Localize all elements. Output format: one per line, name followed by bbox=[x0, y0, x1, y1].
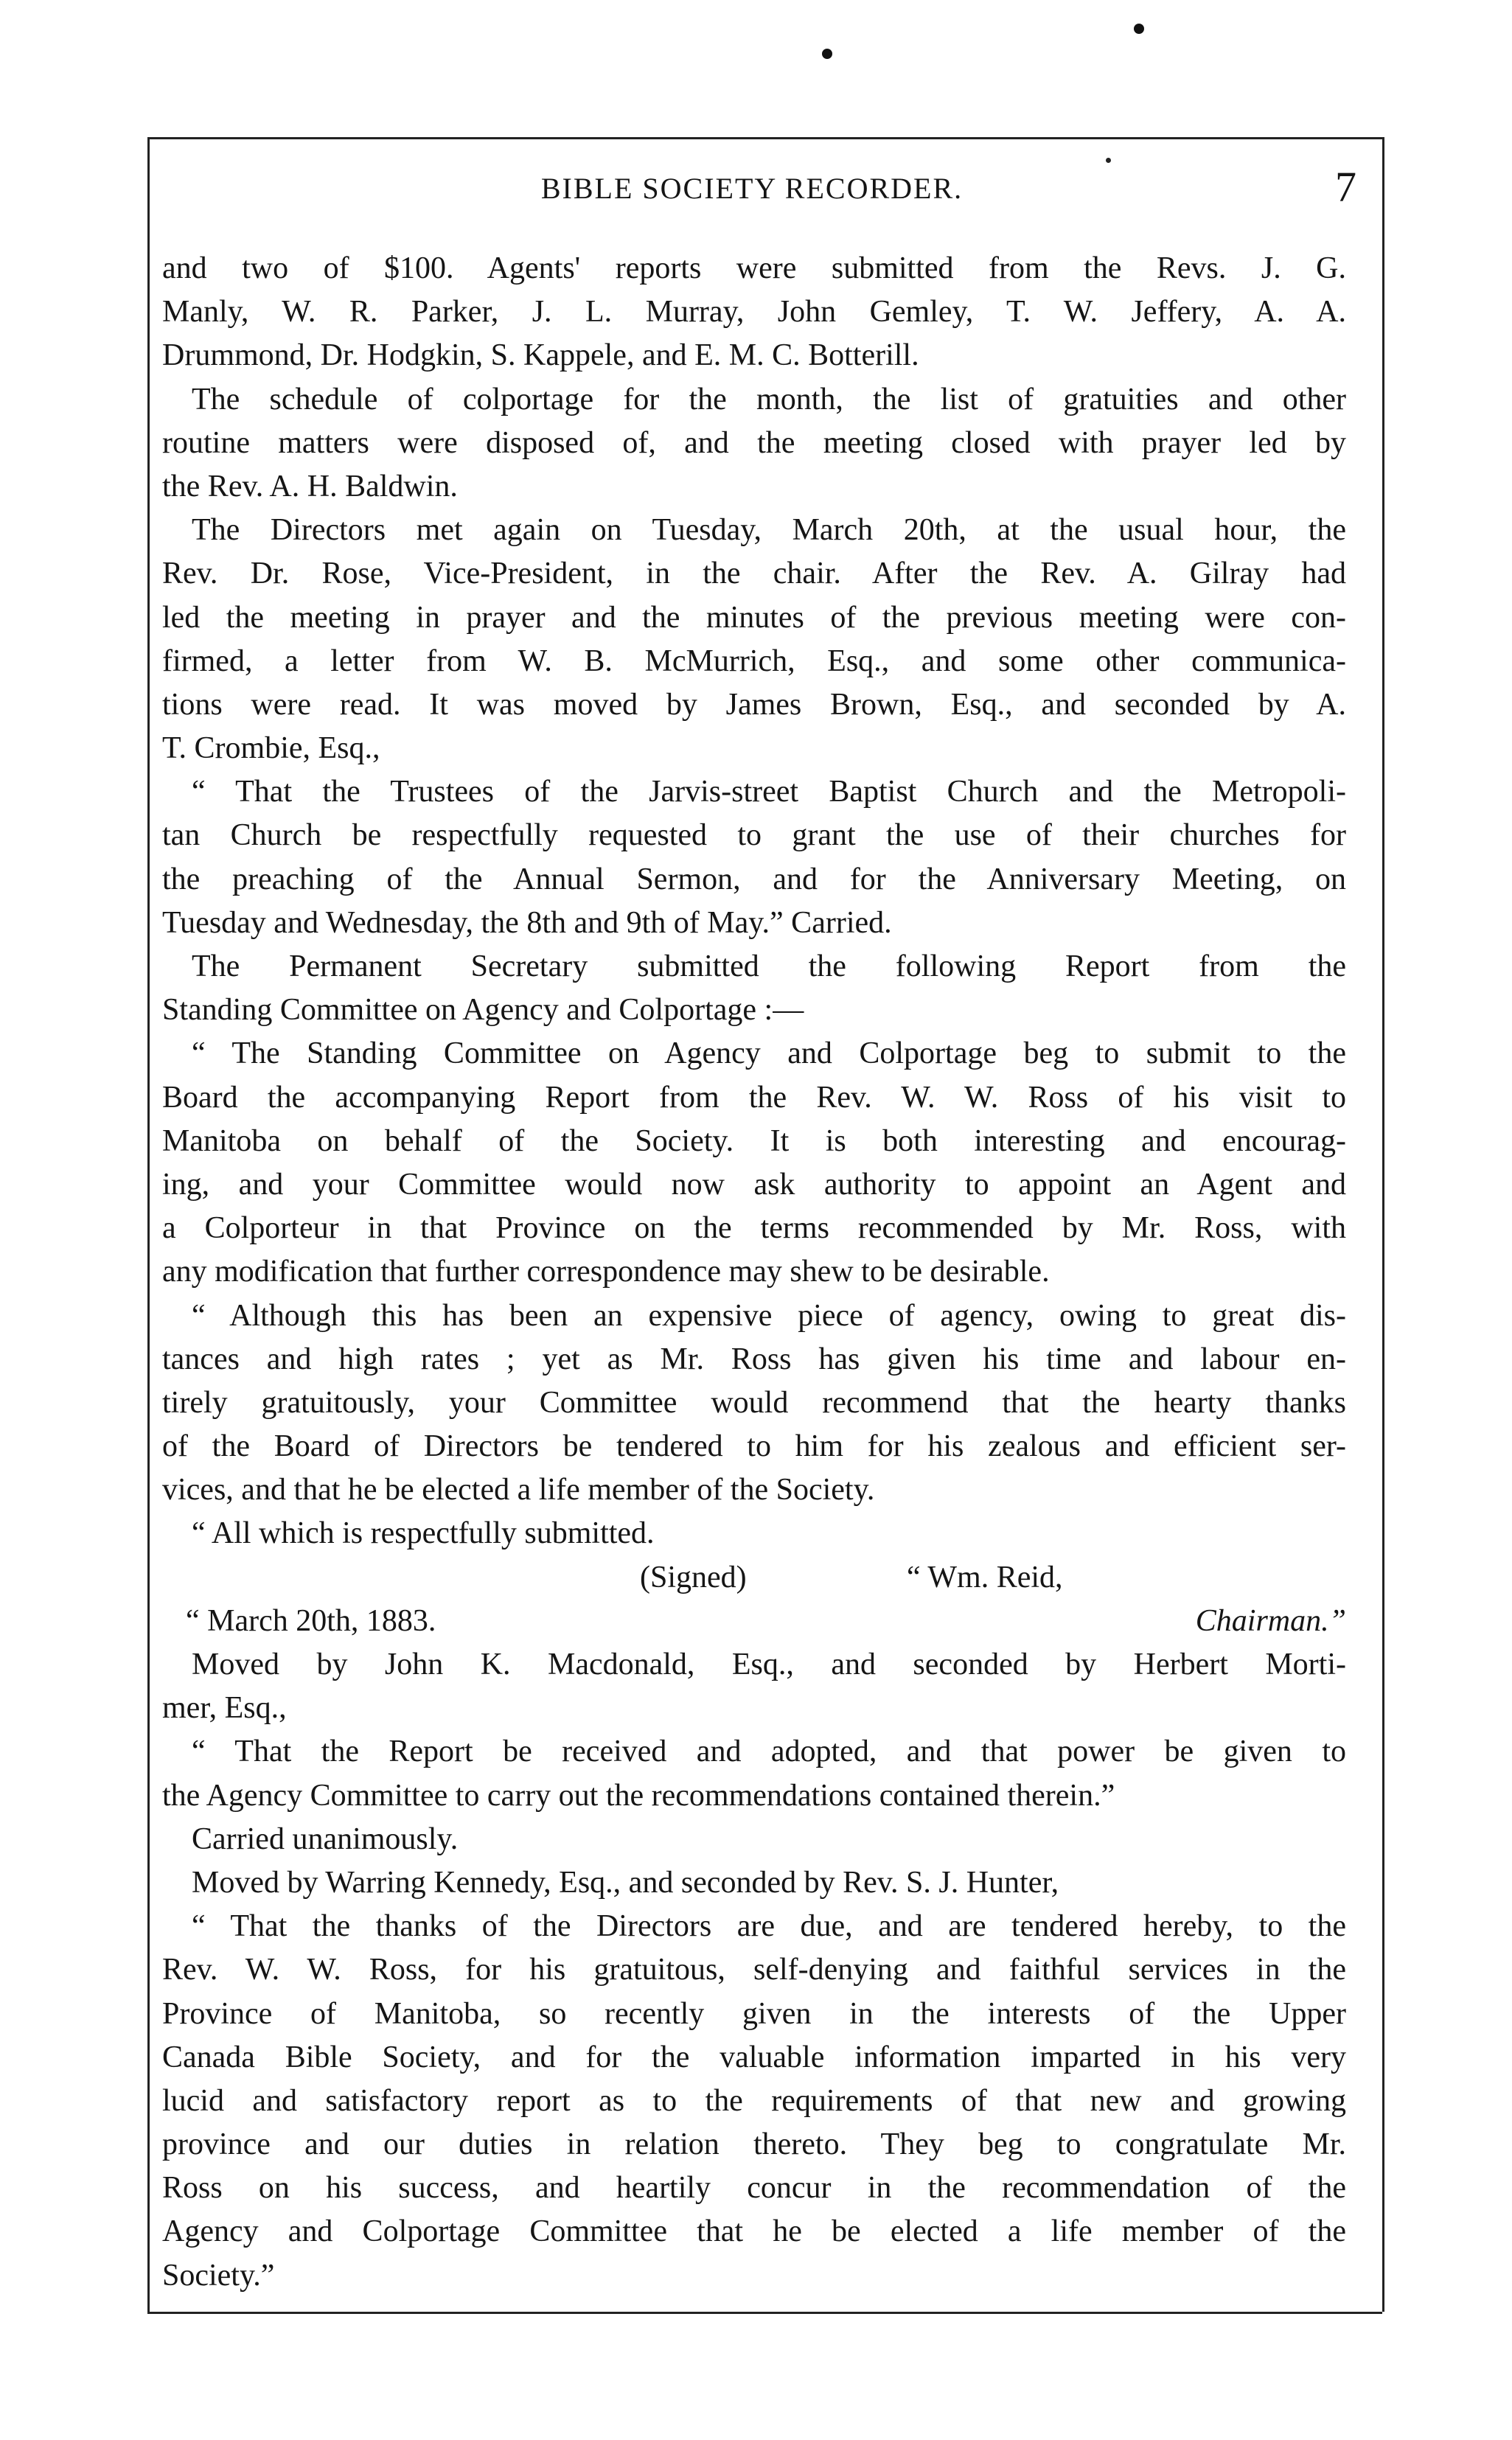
scan-speck bbox=[1134, 24, 1144, 34]
text-line: vices, and that he be elected a life member of the Society. bbox=[162, 1473, 875, 1507]
text-line: Ross on his success, and heartily concur in the recommendation of the bbox=[162, 2171, 1346, 2206]
text-line: Society.” bbox=[162, 2258, 275, 2293]
article-before-signature bbox=[162, 247, 1346, 1556]
paragraph bbox=[162, 770, 1346, 945]
signatory-role: Chairman.” bbox=[1195, 1603, 1346, 1638]
report-date: “ March 20th, 1883. bbox=[186, 1603, 436, 1638]
text-line: The schedule of colportage for the month, the list of gratuities and other bbox=[192, 382, 1346, 416]
text-line: and two of $100. Agents' reports were submitted from the Revs. J. G. bbox=[162, 251, 1346, 285]
paragraph bbox=[162, 509, 1346, 770]
text-line: “ That the Report be received and adopted, and that power be given to bbox=[192, 1735, 1346, 1769]
paragraph bbox=[162, 1905, 1346, 2298]
text-line: a Colporteur in that Province on the terms recommended by Mr. Ross, with bbox=[162, 1211, 1346, 1246]
text-line: Tuesday and Wednesday, the 8th and 9th of May.” Carried. bbox=[162, 905, 892, 940]
paragraph bbox=[162, 1643, 1346, 1730]
text-line: lucid and satisfactory report as to the requirements of that new and growing bbox=[162, 2083, 1346, 2118]
paragraph bbox=[162, 945, 1346, 1032]
running-title: BIBLE SOCIETY RECORDER. bbox=[540, 172, 964, 205]
text-line: the Rev. A. H. Baldwin. bbox=[162, 469, 458, 503]
page-number: 7 bbox=[1335, 163, 1356, 211]
text-line: Moved by Warring Kennedy, Esq., and seconded by Rev. S. J. Hunter, bbox=[192, 1865, 1059, 1900]
text-line: the preaching of the Annual Sermon, and for the Anniversary Meeting, on bbox=[162, 862, 1346, 896]
paragraph bbox=[162, 378, 1346, 509]
text-line: Rev. Dr. Rose, Vice-President, in the chair. After the Rev. A. Gilray had bbox=[162, 557, 1346, 591]
text-line: “ That the thanks of the Directors are due, and are tendered hereby, to the bbox=[192, 1909, 1346, 1944]
paragraph bbox=[162, 1861, 1346, 1905]
article-after-signature bbox=[162, 1643, 1346, 2298]
signatory-name: “ Wm. Reid, bbox=[907, 1560, 1063, 1594]
top-rule bbox=[147, 137, 1382, 139]
paragraph bbox=[162, 1294, 1346, 1513]
paragraph bbox=[162, 1512, 1346, 1555]
paragraph bbox=[162, 1032, 1346, 1294]
running-header bbox=[147, 165, 1356, 217]
text-line: The Directors met again on Tuesday, March 20th, at the usual hour, the bbox=[192, 513, 1346, 548]
text-line: Board the accompanying Report from the Rev. W. W. Ross of his visit to bbox=[162, 1080, 1346, 1115]
text-line: T. Crombie, Esq., bbox=[162, 731, 380, 766]
paragraph bbox=[162, 1818, 1346, 1861]
text-line: firmed, a letter from W. B. McMurrich, Esq., and some other communica- bbox=[162, 644, 1346, 678]
text-line: ing, and your Committee would now ask authority to appoint an Agent and bbox=[162, 1167, 1346, 1202]
text-line: the Agency Committee to carry out the recommendations contained therein.” bbox=[162, 1778, 1115, 1813]
text-line: tan Church be respectfully requested to grant the use of their churches for bbox=[162, 818, 1346, 853]
article-body bbox=[162, 247, 1346, 2298]
scan-speck bbox=[822, 49, 832, 59]
text-line: Province of Manitoba, so recently given in the interests of the Upper bbox=[162, 1996, 1346, 2031]
paragraph bbox=[162, 247, 1346, 378]
text-line: tions were read. It was moved by James Brown, Esq., and seconded by A. bbox=[162, 687, 1346, 722]
text-line: Moved by John K. Macdonald, Esq., and seconded by Herbert Morti- bbox=[192, 1648, 1346, 1681]
signed-label: (Signed) bbox=[640, 1560, 747, 1594]
text-line: Canada Bible Society, and for the valuable information imparted in his very bbox=[162, 2040, 1346, 2074]
text-line: routine matters were disposed of, and the meeting closed with prayer led by bbox=[162, 425, 1346, 460]
text-line: Manitoba on behalf of the Society. It is both interesting and encourag- bbox=[162, 1123, 1346, 1158]
signature-line-1 bbox=[162, 1556, 1346, 1600]
text-line: Standing Committee on Agency and Colportage :— bbox=[162, 993, 804, 1028]
text-line: “ Although this has been an expensive piece of agency, owing to great dis- bbox=[192, 1298, 1346, 1333]
text-line: of the Board of Directors be tendered to him for his zealous and efficient ser- bbox=[162, 1429, 1346, 1464]
text-line: “ The Standing Committee on Agency and Colportage beg to submit to the bbox=[192, 1036, 1346, 1071]
text-line: Manly, W. R. Parker, J. L. Murray, John Gemley, T. W. Jeffery, A. A. bbox=[162, 295, 1346, 330]
text-line: province and our duties in relation thereto. They beg to congratulate Mr. bbox=[162, 2127, 1346, 2162]
text-line: tances and high rates ; yet as Mr. Ross has given his time and labour en- bbox=[162, 1342, 1346, 1376]
text-line: “ That the Trustees of the Jarvis-street Baptist Church and the Metropoli- bbox=[192, 775, 1346, 809]
text-line: “ All which is respectfully submitted. bbox=[192, 1516, 655, 1551]
paragraph bbox=[162, 1730, 1346, 1817]
text-line: Carried unanimously. bbox=[192, 1822, 459, 1856]
text-line: Drummond, Dr. Hodgkin, S. Kappele, and E. M. C. Botterill. bbox=[162, 338, 919, 373]
text-line: tirely gratuitously, your Committee would recommend that the hearty thanks bbox=[162, 1385, 1346, 1420]
text-line: mer, Esq., bbox=[162, 1691, 287, 1726]
text-line: any modification that further correspondence may shew to be desirable. bbox=[162, 1255, 1050, 1289]
signature-line-2 bbox=[162, 1600, 1346, 1643]
bottom-rule bbox=[147, 2312, 1382, 2314]
text-line: Agency and Colportage Committee that he be elected a life member of the bbox=[162, 2214, 1346, 2249]
text-line: The Permanent Secretary submitted the following Report from the bbox=[192, 949, 1346, 983]
text-line: Rev. W. W. Ross, for his gratuitous, self-denying and faithful services in the bbox=[162, 1953, 1346, 1987]
text-line: led the meeting in prayer and the minutes of the previous meeting were con- bbox=[162, 600, 1346, 635]
